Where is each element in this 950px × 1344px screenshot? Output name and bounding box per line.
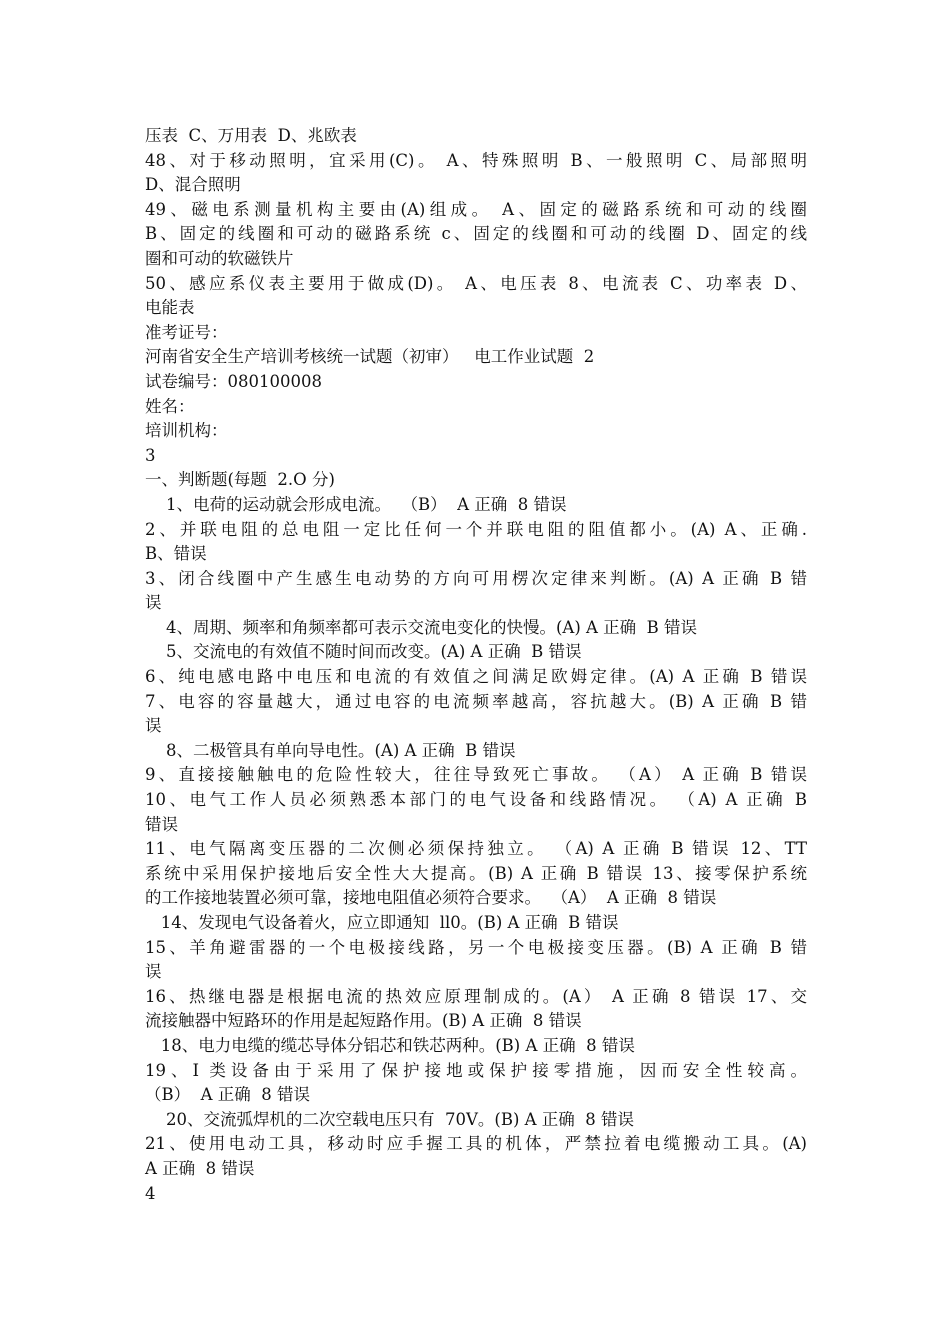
text-line: 19、I 类设备由于采用了保护接地或保护接零措施，因而安全性较高。 [145,1060,807,1080]
text-line: 15、羊角避雷器的一个电极接线路，另一个电极接变压器。(B) A 正确 B 错 [145,937,807,957]
document-page [145,124,807,1206]
text-line: 11、电气隔离变压器的二次侧必须保持独立。 （A) A 正确 B 错误 12、TT [145,839,807,859]
text-line: 错误 [145,814,178,834]
text-line: 14、发现电气设备着火，应立即通知 ll0。(B) A 正确 B 错误 [145,913,619,932]
text-line: 21、使用电动工具，移动时应手握工具的机体，严禁拉着电缆搬动工具。(A) [145,1134,807,1154]
text-line: 50、感应系仪表主要用于做成(D)。 A、电压表 8、电流表 C、功率表 D、 [145,273,807,293]
text-line: 的工作接地装置必须可靠，接地电阻值必须符合要求。 （A） A 正确 8 错误 [145,888,717,908]
text-line: 9、直接接触触电的危险性较大，往往导致死亡事故。 （A） A 正确 B 错误 [145,765,807,785]
text-line: 4、周期、频率和角频率都可表示交流电变化的快慢。(A) A 正确 B 错误 [145,617,698,637]
text-line: 误 [145,716,162,736]
text-line: 系统中采用保护接地后安全性大大提高。(B) A 正确 B 错误 13、接零保护系统 [145,863,807,883]
text-line: 20、交流弧焊机的二次空载电压只有 70V。(B) A 正确 8 错误 [145,1109,635,1129]
text-line: （B） A 正确 8 错误 [145,1085,311,1105]
text-line: 10、电气工作人员必须熟悉本部门的电气设备和线路情况。 （A) A 正确 B [145,790,807,810]
text-line: 7、电容的容量越大，通过电容的电流频率越高，容抗越大。(B) A 正确 B 错 [145,691,807,711]
text-line: D、混合照明 [145,175,241,195]
section-heading: 一、判断题(每题 2.O 分) [145,470,335,490]
text-line: B、错误 [145,544,207,564]
text-line: 16、热继电器是根据电流的热效应原理制成的。(A） A 正确 8 错误 17、交 [145,986,807,1006]
text-line: 8、二极管具有单向导电性。(A) A 正确 B 错误 [145,740,516,760]
text-line: 准考证号： [145,322,228,342]
text-line: 3、闭合线圈中产生感生电动势的方向可用楞次定律来判断。(A) A 正确 B 错 [145,568,807,588]
page-number: 3 [145,445,156,465]
text-line: 压表 C、万用表 D、兆欧表 [145,126,357,145]
text-line: 河南省安全生产培训考核统一试题（初审） 电工作业试题 2 [145,347,595,367]
text-line: 5、交流电的有效值不随时间而改变。(A) A 正确 B 错误 [145,642,582,662]
text-line: 误 [145,962,162,982]
text-line: 流接触器中短路环的作用是起短路作用。(B) A 正确 8 错误 [145,1011,582,1031]
text-line: 培训机构： [145,421,228,441]
text-line: 6、纯电感电路中电压和电流的有效值之间满足欧姆定律。(A) A 正确 B 错误 [145,667,807,687]
text-line: 电能表 [145,298,195,318]
text-line: 误 [145,593,162,613]
text-line: 49、磁电系测量机构主要由(A)组成。 A、固定的磁路系统和可动的线圈 [145,199,807,219]
text-line: 18、电力电缆的缆芯导体分铝芯和铁芯两种。(B) A 正确 8 错误 [145,1035,635,1055]
text-line: B、固定的线圈和可动的磁路系统 c、固定的线圈和可动的线圈 D、固定的线 [145,224,807,244]
page-number: 4 [145,1183,156,1203]
text-line: A 正确 8 错误 [145,1158,255,1178]
text-line: 圈和可动的软磁铁片 [145,248,294,268]
text-line: 2、并联电阻的总电阻一定比任何一个并联电阻的阻值都小。(A) A、正确. [145,519,807,539]
text-line: 1、电荷的运动就会形成电流。 （B） A 正确 8 错误 [145,494,567,514]
text-line: 试卷编号：080100008 [145,371,322,391]
text-line: 48、对于移动照明，宜采用(C)。 A、特殊照明 B、一般照明 C、局部照明 [145,150,807,170]
text-line: 姓名： [145,396,195,416]
